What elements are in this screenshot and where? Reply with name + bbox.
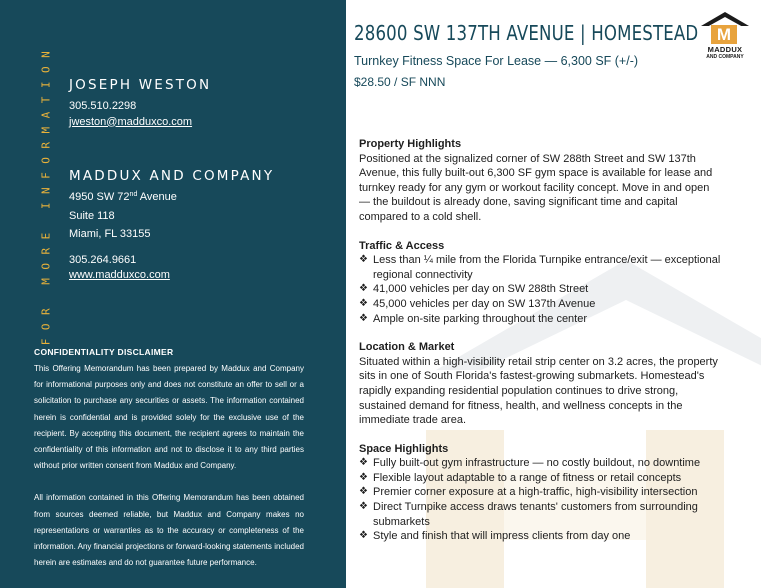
list-item: ❖ Less than ¼ mile from the Florida Turnpike entrance/exit — exceptional regional connectivity (359, 253, 721, 282)
contact-panel (0, 0, 346, 588)
lease-price: $28.50 / SF NNN (354, 75, 446, 89)
disclaimer-paragraph: This Offering Memorandum has been prepared by Maddux and Company for informational purposes only and does not constitute an offer to sell or a solicitation to purchase any securities or assets. The information contained herein is confidential and is provided solely for the exclusive use of the recipient. By accepting this document, the recipient agrees to maintain the confidentiality of this information and not to disclose it to any third parties without prior written consent from Maddux and Company. (34, 364, 304, 471)
company-phone: 305.264.9661 (69, 253, 137, 266)
confidentiality-disclaimer (34, 346, 304, 571)
list-item: ❖ Fully built-out gym infrastructure — no costly buildout, no downtime (359, 456, 721, 471)
vertical-heading: FOR MORE INFORMATION (39, 42, 53, 346)
listing-panel (346, 0, 761, 588)
section-heading: Space Highlights (359, 442, 449, 455)
agent-contact (69, 76, 329, 130)
listing-details (359, 137, 721, 558)
page-subtitle: Turnkey Fitness Space For Lease — 6,300 SF (+/-) (354, 54, 639, 68)
disclaimer-title: CONFIDENTIALITY DISCLAIMER (34, 347, 174, 357)
agent-name: JOSEPH WESTON (69, 77, 212, 93)
list-item: ❖ Style and finish that will impress clients from day one (359, 529, 721, 544)
list-item: ❖ Ample on-site parking throughout the center (359, 312, 721, 327)
property-highlights-section (359, 137, 721, 225)
company-logo (698, 12, 752, 62)
page-title: 28600 SW 137TH AVENUE | HOMESTEAD (354, 21, 699, 45)
list-item: ❖ Premier corner exposure at a high-traffic, high-visibility intersection (359, 485, 721, 500)
company-contact (69, 167, 329, 284)
location-market-section (359, 340, 721, 428)
disclaimer-paragraph: All information contained in this Offering Memorandum has been obtained from sources deemed reliable, but Maddux and Company makes no representations or warranties as to the accuracy or completeness of the information. Any financial projections or forward-looking statements included herein are estimates and do not guarantee future performance. (34, 493, 304, 568)
section-heading: Traffic & Access (359, 239, 445, 252)
company-suite: Suite 118 (69, 209, 115, 222)
section-text: Positioned at the signalized corner of SW 288th Street and SW 137th Avenue, this fully built-out 6,300 SF gym space is available for lease and turnkey ready for any gym or workout facility concept. Move in and open — the buildout is already done, saving significant time and capital compared to a cold shell. (359, 152, 713, 223)
company-address: 4950 SW 72nd Avenue (69, 191, 177, 203)
logo-text: MADDUX (707, 45, 743, 54)
company-city: Miami, FL 33155 (69, 228, 151, 240)
section-text: Situated within a high-visibility retail strip center on 3.2 acres, the property sits in one of South Florida's fastest-growing submarkets. Homestead's rapidly expanding residential population continues to drive strong, sustained demand for fitness, health, and wellness concepts in the immediate trade area. (359, 355, 718, 427)
logo-letter: M (711, 25, 737, 44)
traffic-access-section (359, 239, 721, 327)
section-heading: Property Highlights (359, 138, 462, 150)
agent-phone: 305.510.2298 (69, 100, 137, 112)
list-item: ❖ Flexible layout adaptable to a range of fitness or retail concepts (359, 471, 721, 486)
list-item: ❖ 41,000 vehicles per day on SW 288th Street (359, 282, 721, 297)
company-name: MADDUX AND COMPANY (69, 168, 275, 184)
list-item: ❖ 45,000 vehicles per day on SW 137th Avenue (359, 297, 721, 312)
list-item: ❖ Direct Turnpike access draws tenants' customers from surrounding submarkets (359, 500, 721, 529)
space-highlights-section (359, 442, 721, 544)
agent-email-link[interactable]: jweston@madduxco.com (69, 115, 193, 128)
logo-subtext: AND COMPANY (706, 54, 744, 60)
section-heading: Location & Market (359, 341, 455, 354)
company-website-link[interactable]: www.madduxco.com (69, 269, 170, 281)
